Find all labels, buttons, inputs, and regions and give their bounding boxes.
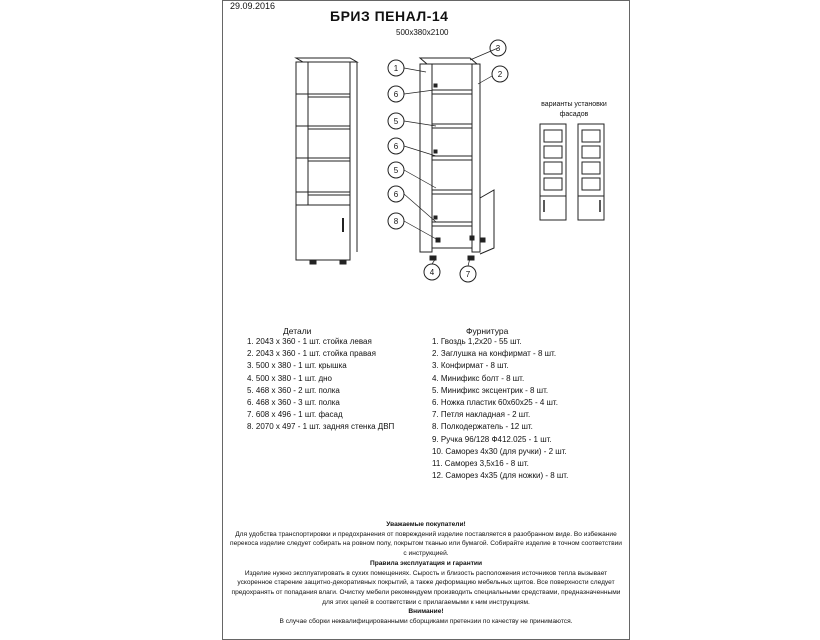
operation-note: Изделие нужно эксплуатировать в сухих помещениях. Сырость и близость расположения источников тепла вызывает ускоренное старение защитно-декоративных покрытий, а также деформацию мебельных щитов. Все поверхности следует предохранять от попадания влаги. Очистку мебели рекомендуем производить специальными средствами, предназначенными для этих целей в соответствии с прилагаемыми к ним инструкциям. [231,569,621,606]
customer-notes [228,520,624,627]
list-item: 2. Заглушка на конфирмат - 8 шт. [432,349,557,359]
list-item: 10. Саморез 4х30 (для ручки) - 2 шт. [432,446,567,456]
list-item: 5. 468 х 360 - 2 шт. полка [247,385,340,395]
callout-label: 6 [393,142,399,151]
list-item: 6. Ножка пластик 60х60х25 - 4 шт. [432,398,558,408]
list-item: 3. 500 х 380 - 1 шт. крышка [247,361,347,371]
document-date: 29.09.2016 [230,1,276,11]
callout-label: 3 [495,44,501,53]
hardware-title: Фурнитура [466,326,509,336]
callout-label: 2 [497,70,503,79]
list-item: 4. 500 х 380 - 1 шт. дно [247,373,332,383]
callout-label: 8 [393,217,399,226]
list-item: 5. Минификс эксцентрик - 8 шт. [432,385,549,395]
callout-label: 5 [393,117,399,126]
list-item: 7. 608 х 496 - 1 шт. фасад [247,410,343,420]
list-item: 2. 2043 х 360 - 1 шт. стойка правая [247,349,376,359]
callout-label: 6 [393,190,399,199]
callout-label: 7 [465,270,471,279]
list-item: 11. Саморез 3,5х16 - 8 шт. [432,459,529,469]
list-item: 1. 2043 х 360 - 1 шт. стойка левая [247,337,372,346]
hardware-list [432,336,568,482]
notes-greeting: Уважаемые покупатели! [386,521,466,528]
list-item: 8. 2070 х 497 - 1 шт. задняя стенка ДВП [247,422,395,432]
assembled-cabinet-figure [296,58,357,264]
list-item: 7. Петля накладная - 2 шт. [432,410,531,420]
callout-label: 5 [393,166,399,175]
list-item: 9. Ручка 96/128 Ф412.025 - 1 шт. [432,434,552,444]
callout-circles [388,40,508,282]
rules-title: Правила эксплуатация и гарантии [369,559,483,567]
list-item: 6. 468 х 360 - 3 шт. полка [247,398,340,408]
list-item: 4. Минификс болт - 8 шт. [432,373,525,383]
list-item: 12. Саморез 4х35 (для ножки) - 8 шт. [432,471,569,481]
transport-note: Для удобства транспортировки и предохранения от повреждений изделие поставляется в разобранном виде. Во избежание перекоса изделие следует собирать на ровном полу, покрытом тканью или бумагой. Собирайте изделие в точном соответствии с инструкцией. [230,530,622,558]
facade-variant-figures [540,124,604,220]
details-title: Детали [283,326,312,336]
product-dimensions: 500х380х2100 [396,28,449,37]
warranty-note: В случае сборки неквалифицированными сборщиками претензии по качеству не принимаются. [279,618,573,626]
callout-label: 6 [393,90,399,99]
facade-variants-caption: варианты установки фасадов [541,101,607,118]
callout-label: 4 [429,268,435,277]
list-item: 1. Гвоздь 1,2х20 - 55 шт. [432,337,522,346]
list-item: 3. Конфирмат - 8 шт. [432,361,509,371]
attention-title: Внимание! [408,608,444,616]
callout-label: 1 [393,64,399,73]
exploded-cabinet-figure [420,58,494,260]
details-list [247,336,394,434]
list-item: 8. Полкодержатель - 12 шт. [432,422,533,432]
page-title: БРИЗ ПЕНАЛ-14 [330,8,449,24]
